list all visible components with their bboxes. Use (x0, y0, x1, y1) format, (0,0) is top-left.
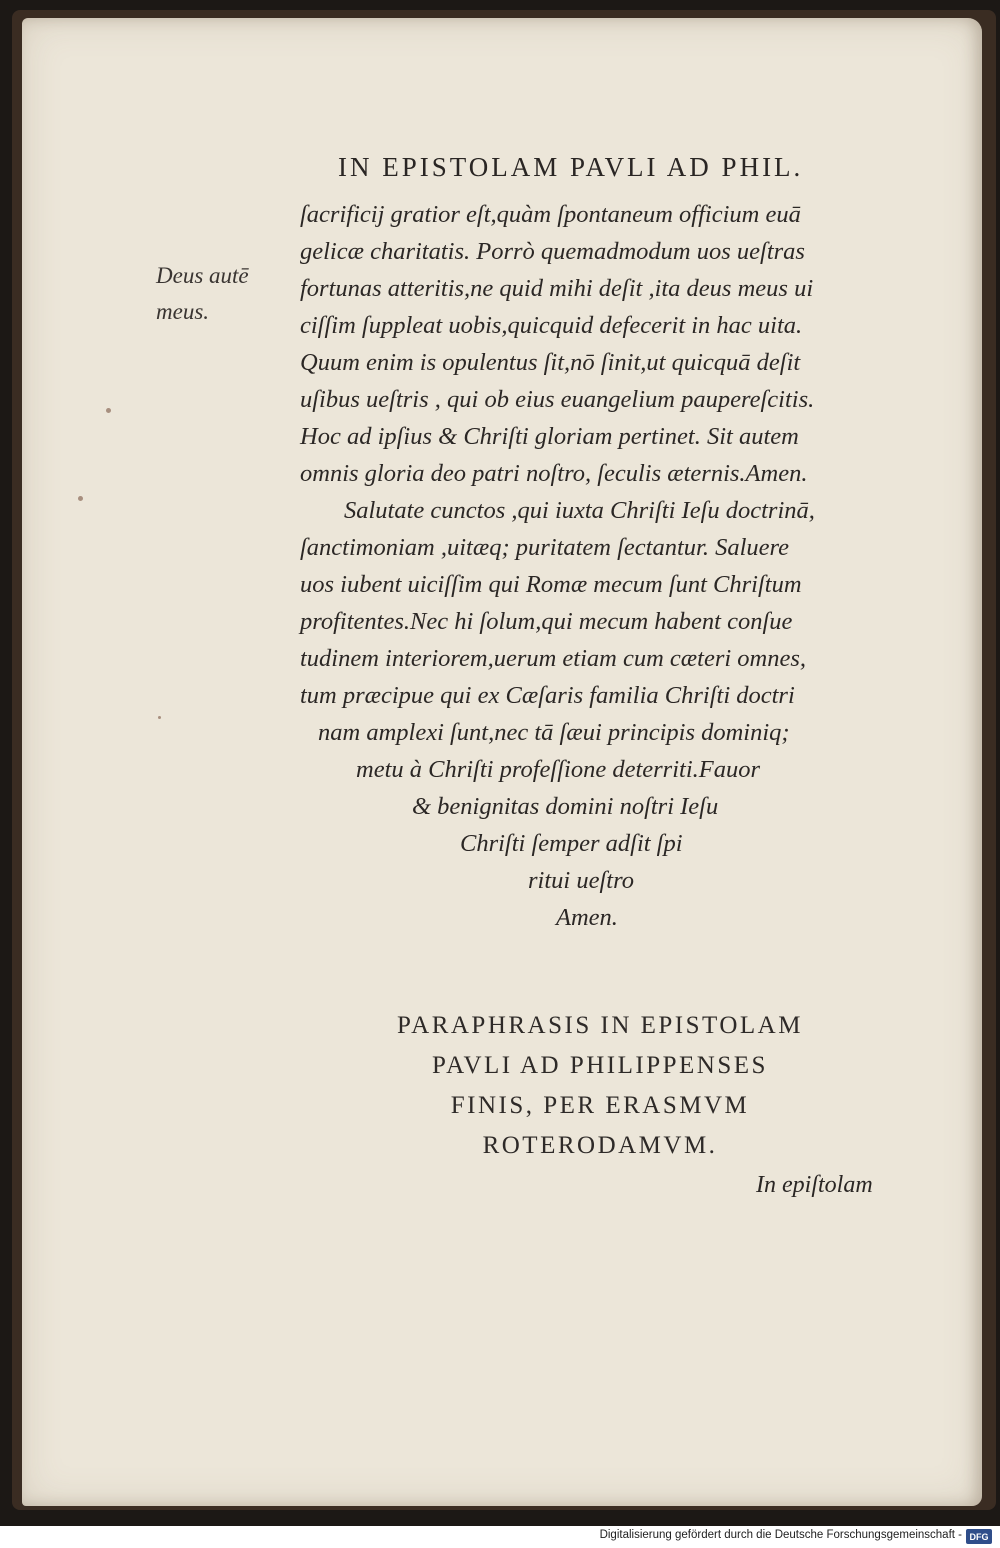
text-line: tum præcipue qui ex Cæſaris familia Chriſti doctri (300, 682, 795, 709)
colophon (330, 1006, 870, 1166)
text-line: uos iubent uiciſſim qui Romæ mecum ſunt Chriſtum (300, 571, 802, 598)
colophon-line: ROTERODAMVM. (482, 1132, 718, 1159)
text-line: gelicæ charitatis. Porrò quemadmodum uos ueſtras (300, 238, 805, 265)
colophon-line: FINIS, PER ERASMVM (450, 1092, 750, 1119)
margin-note-line: meus. (156, 299, 210, 324)
colophon-line: PARAPHRASIS IN EPISTOLAM (397, 1012, 803, 1039)
text-line: profitentes.Nec hi ſolum,qui mecum habent conſue (300, 608, 793, 635)
body-text (300, 196, 930, 936)
paper-speck (158, 716, 161, 719)
text-line: uſibus ueſtris , qui ob eius euangelium paupereſcitis. (300, 386, 815, 413)
colophon-line: PAVLI AD PHILIPPENSES (432, 1052, 768, 1079)
footer-bar (0, 1526, 1000, 1548)
text-line: ciſſim ſuppleat uobis,quicquid defecerit in hac uita. (300, 312, 803, 339)
text-line: Amen. (556, 904, 618, 931)
funding-notice: Digitalisierung gefördert durch die Deutsche Forschungsgemeinschaft - (599, 1529, 962, 1541)
text-line: omnis gloria deo patri noſtro, ſeculis æternis.Amen. (300, 460, 808, 487)
text-line: Quum enim is opulentus ſit,nō ſinit,ut quicquā deſit (300, 349, 801, 376)
text-line: ſacrificij gratior eſt,quàm ſpontaneum officium euā (300, 201, 801, 228)
paper-speck (78, 496, 83, 501)
text-line: Chriſti ſemper adſit ſpi (460, 830, 683, 857)
dfg-logo-icon: DFG (966, 1529, 992, 1544)
running-head: IN EPISTOLAM PAVLI AD PHIL. (338, 152, 804, 182)
text-line: ſanctimoniam ,uitæq; puritatem ſectantur. Saluere (300, 534, 790, 561)
text-line: ritui ueſtro (528, 867, 634, 894)
paper-speck (106, 408, 111, 413)
text-line: Hoc ad ipſius & Chriſti gloriam pertinet. Sit autem (300, 423, 799, 450)
text-line: & benignitas domini noſtri Ieſu (412, 793, 719, 820)
text-line: metu à Chriſti profeſſione deterriti.Fauor (356, 756, 760, 783)
text-line: fortunas atteritis,ne quid mihi deſit ,ita deus meus ui (300, 275, 814, 302)
text-line: Salutate cunctos ,qui iuxta Chriſti Ieſu doctrinā, (344, 497, 815, 524)
margin-note (156, 258, 296, 330)
text-line: tudinem interiorem,uerum etiam cum cæteri omnes, (300, 645, 807, 672)
text-line: nam amplexi ſunt,nec tā ſæui principis dominiq; (318, 719, 790, 746)
margin-note-line: Deus autē (156, 263, 249, 288)
catchword: In epiſtolam (756, 1172, 873, 1198)
